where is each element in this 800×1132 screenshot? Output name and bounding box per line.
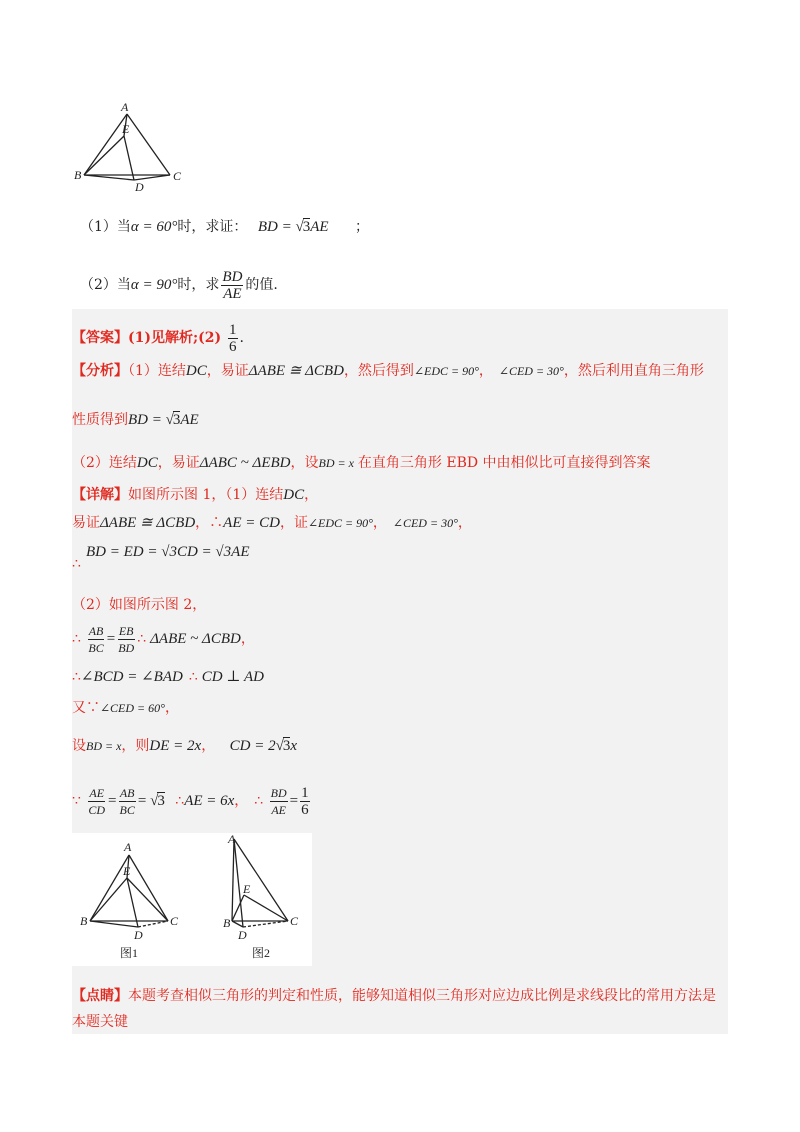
frac-ae-cd: $\frac{AE}{CD}$: [88, 785, 106, 817]
part1-condition: α = 60°: [130, 219, 178, 235]
analysis-text: ，易证: [206, 363, 249, 379]
fig1-label-b: B: [80, 914, 88, 928]
part1-eq-lhs: BD =: [257, 219, 296, 235]
analysis-math: BD = x: [318, 456, 354, 470]
detail-math: ∠CED = 60°: [100, 701, 165, 715]
analysis-math: ∠EDC = 90°: [413, 364, 479, 378]
analysis-math: ∠CED = 30°: [498, 364, 564, 378]
part2-number: （2）当: [80, 277, 131, 293]
analysis-math: 3: [172, 412, 181, 428]
detail-text: ，: [164, 700, 179, 716]
analysis-line2: 性质得到BD = √3AE: [72, 412, 199, 428]
detail-line9: ∵ $\frac{AE}{CD}$ = $\frac{AB}{BC}$ = √3 ∴AE = 6x， ∴ $\frac{BD}{AE}$ = $\frac{1}{6}$: [72, 784, 309, 818]
analysis-math: BD =: [128, 412, 166, 428]
detail-label: 【详解】: [72, 487, 128, 503]
detail-text: ，证: [279, 515, 308, 531]
part2-condition: α = 90°: [130, 277, 178, 293]
because-symbol: ∵: [86, 700, 100, 716]
fig2-label-a: A: [228, 833, 236, 846]
part2-end: 的值.: [245, 277, 278, 293]
fig1-label-c: C: [170, 914, 179, 928]
therefore-symbol: ∴: [254, 793, 264, 809]
analysis-text: 在直角三角形 EBD 中由相似比可直接得到答案: [357, 455, 651, 471]
detail-math: ΔABE ~ ΔCBD: [150, 631, 241, 647]
detail-math: x: [290, 738, 298, 754]
detail-math: ∠BCD = ∠BAD: [80, 669, 183, 685]
label-d: D: [135, 180, 144, 194]
detail-text: ，: [457, 515, 472, 531]
detail-text: ，: [304, 487, 319, 503]
label-e: E: [122, 122, 130, 136]
therefore-symbol: ∴: [72, 556, 81, 572]
label-a: A: [121, 100, 129, 114]
question-part2: [80, 267, 278, 303]
detail-math: AE = 6x: [184, 793, 235, 809]
analysis-math: DC: [136, 455, 158, 471]
fig2-caption: 图2: [252, 946, 271, 960]
therefore-symbol: ∴: [137, 631, 147, 647]
answer-label: 【答案】: [72, 330, 128, 346]
detail-math: BD = x: [86, 739, 122, 753]
figure-1: [72, 833, 192, 966]
fig1-label-d: D: [134, 928, 143, 942]
answer-block: [72, 309, 728, 1034]
figure-2: [212, 833, 312, 966]
comment-line2: [72, 1011, 128, 1033]
comment-line1: [72, 985, 716, 1007]
fig2-label-d: D: [238, 928, 247, 942]
detail-line4: [72, 594, 206, 616]
detail-math: DC: [283, 487, 305, 503]
detail-text: （2）如图所示图 2，: [72, 597, 207, 613]
detail-text: ，: [372, 515, 387, 531]
frac-bd-ae: $\frac{BD}{AE}$: [270, 785, 287, 817]
frac-ab-bc-2: $\frac{AB}{BC}$: [119, 785, 135, 817]
detail-text: ，则: [121, 738, 150, 754]
detail-math: ∠EDC = 90°: [307, 516, 373, 530]
part1-text: 时，求证：: [177, 219, 248, 235]
comment-text: 本题关键: [72, 1014, 128, 1030]
detail-line8: 设BD = x，则DE = 2x， CD = 2√3x: [72, 738, 298, 754]
figures-box: [72, 833, 312, 966]
frac-ab-bc: $\frac{AB}{BC}$: [88, 623, 104, 655]
analysis-text: 性质得到: [72, 412, 128, 428]
fig2-label-c: C: [290, 914, 299, 928]
detail-line6: [72, 666, 264, 688]
detail-math: CD = 2: [229, 738, 276, 754]
therefore-symbol: ∴: [72, 669, 81, 685]
detail-text: ，: [240, 631, 255, 647]
analysis-text: ，设: [290, 455, 319, 471]
answer-end: .: [239, 330, 244, 346]
analysis-math: ΔABE ≅ ΔCBD: [248, 363, 344, 379]
because-symbol: ∵: [72, 793, 81, 809]
detail-line1: [72, 484, 318, 506]
detail-math: 3: [157, 793, 165, 809]
part1-eq-sqrt: 3: [302, 219, 311, 235]
part1-eq-rhs: AE: [310, 219, 329, 235]
detail-text: ，: [234, 793, 249, 809]
fig2-label-b: B: [223, 916, 231, 930]
label-b: B: [74, 168, 82, 182]
detail-line7: [72, 697, 179, 719]
detail-text: ，∴: [195, 515, 224, 531]
analysis-math: AE: [180, 412, 199, 428]
detail-math: BD = ED = √3CD = √3AE: [86, 544, 250, 560]
detail-math: ∠CED = 30°: [392, 516, 458, 530]
detail-line3-therefore: [72, 553, 81, 575]
detail-text: 如图所示图 1，（1）连结: [128, 487, 284, 503]
detail-line5: ∴ $\frac{AB}{BC}$ = $\frac{EB}{BD}$ ∴ ΔABE ~ ΔCBD，: [72, 623, 255, 655]
detail-math: 3: [282, 738, 291, 754]
detail-line3: [72, 541, 249, 563]
therefore-symbol: ∴: [72, 631, 81, 647]
frac-one-sixth: $\frac{1}{6}$: [301, 784, 309, 818]
analysis-text: （1）连结: [128, 363, 186, 379]
detail-math: DE = 2x: [149, 738, 202, 754]
therefore-symbol: ∴: [175, 793, 185, 809]
analysis-text: ，: [478, 363, 493, 379]
analysis-math: ΔABC ~ ΔEBD: [199, 455, 291, 471]
analysis-text: ，易证: [157, 455, 200, 471]
therefore-symbol: ∴: [188, 669, 198, 685]
detail-text: 易证: [72, 515, 100, 531]
detail-math: AE = CD: [223, 515, 280, 531]
fig1-label-a: A: [124, 840, 132, 854]
detail-text: 又: [72, 700, 86, 716]
answer-line: [72, 319, 244, 357]
fig2-label-e: E: [243, 882, 251, 896]
part1-end: ；: [355, 219, 370, 235]
analysis-line1: [72, 360, 704, 382]
analysis-text: （2）连结: [72, 455, 137, 471]
analysis-line3: [72, 452, 651, 474]
answer-text: (1)见解析;(2): [128, 330, 222, 346]
part2-text: 时，求: [177, 277, 220, 293]
frac-eb-bd: $\frac{EB}{BD}$: [118, 623, 135, 655]
analysis-text: ，然后得到: [343, 363, 414, 379]
fig1-label-e: E: [123, 864, 131, 878]
comment-text: 本题考查相似三角形的判定和性质，能够知道相似三角形对应边成比例是求线段比的常用方法是: [128, 988, 716, 1004]
top-triangle-figure: [72, 100, 182, 195]
analysis-label: 【分析】: [72, 363, 128, 379]
label-c: C: [173, 169, 182, 183]
part2-fraction: $\frac{BD}{AE}$: [222, 268, 243, 302]
detail-line2: [72, 512, 472, 534]
detail-math: CD ⊥ AD: [201, 669, 264, 685]
fig1-caption: 图1: [120, 946, 139, 960]
detail-math: ΔABE ≅ ΔCBD: [100, 515, 196, 531]
comment-label: 【点睛】: [72, 988, 128, 1004]
part1-number: （1）当: [80, 219, 131, 235]
detail-text: 设: [72, 738, 86, 754]
analysis-math: DC: [185, 363, 207, 379]
answer-fraction: $\frac{1}{6}$: [229, 321, 237, 355]
analysis-text: ，然后利用直角三角形: [563, 363, 704, 379]
detail-text: ，: [201, 738, 216, 754]
question-part1: （1）当α = 60°时，求证： BD = √3AE ；: [80, 219, 370, 235]
